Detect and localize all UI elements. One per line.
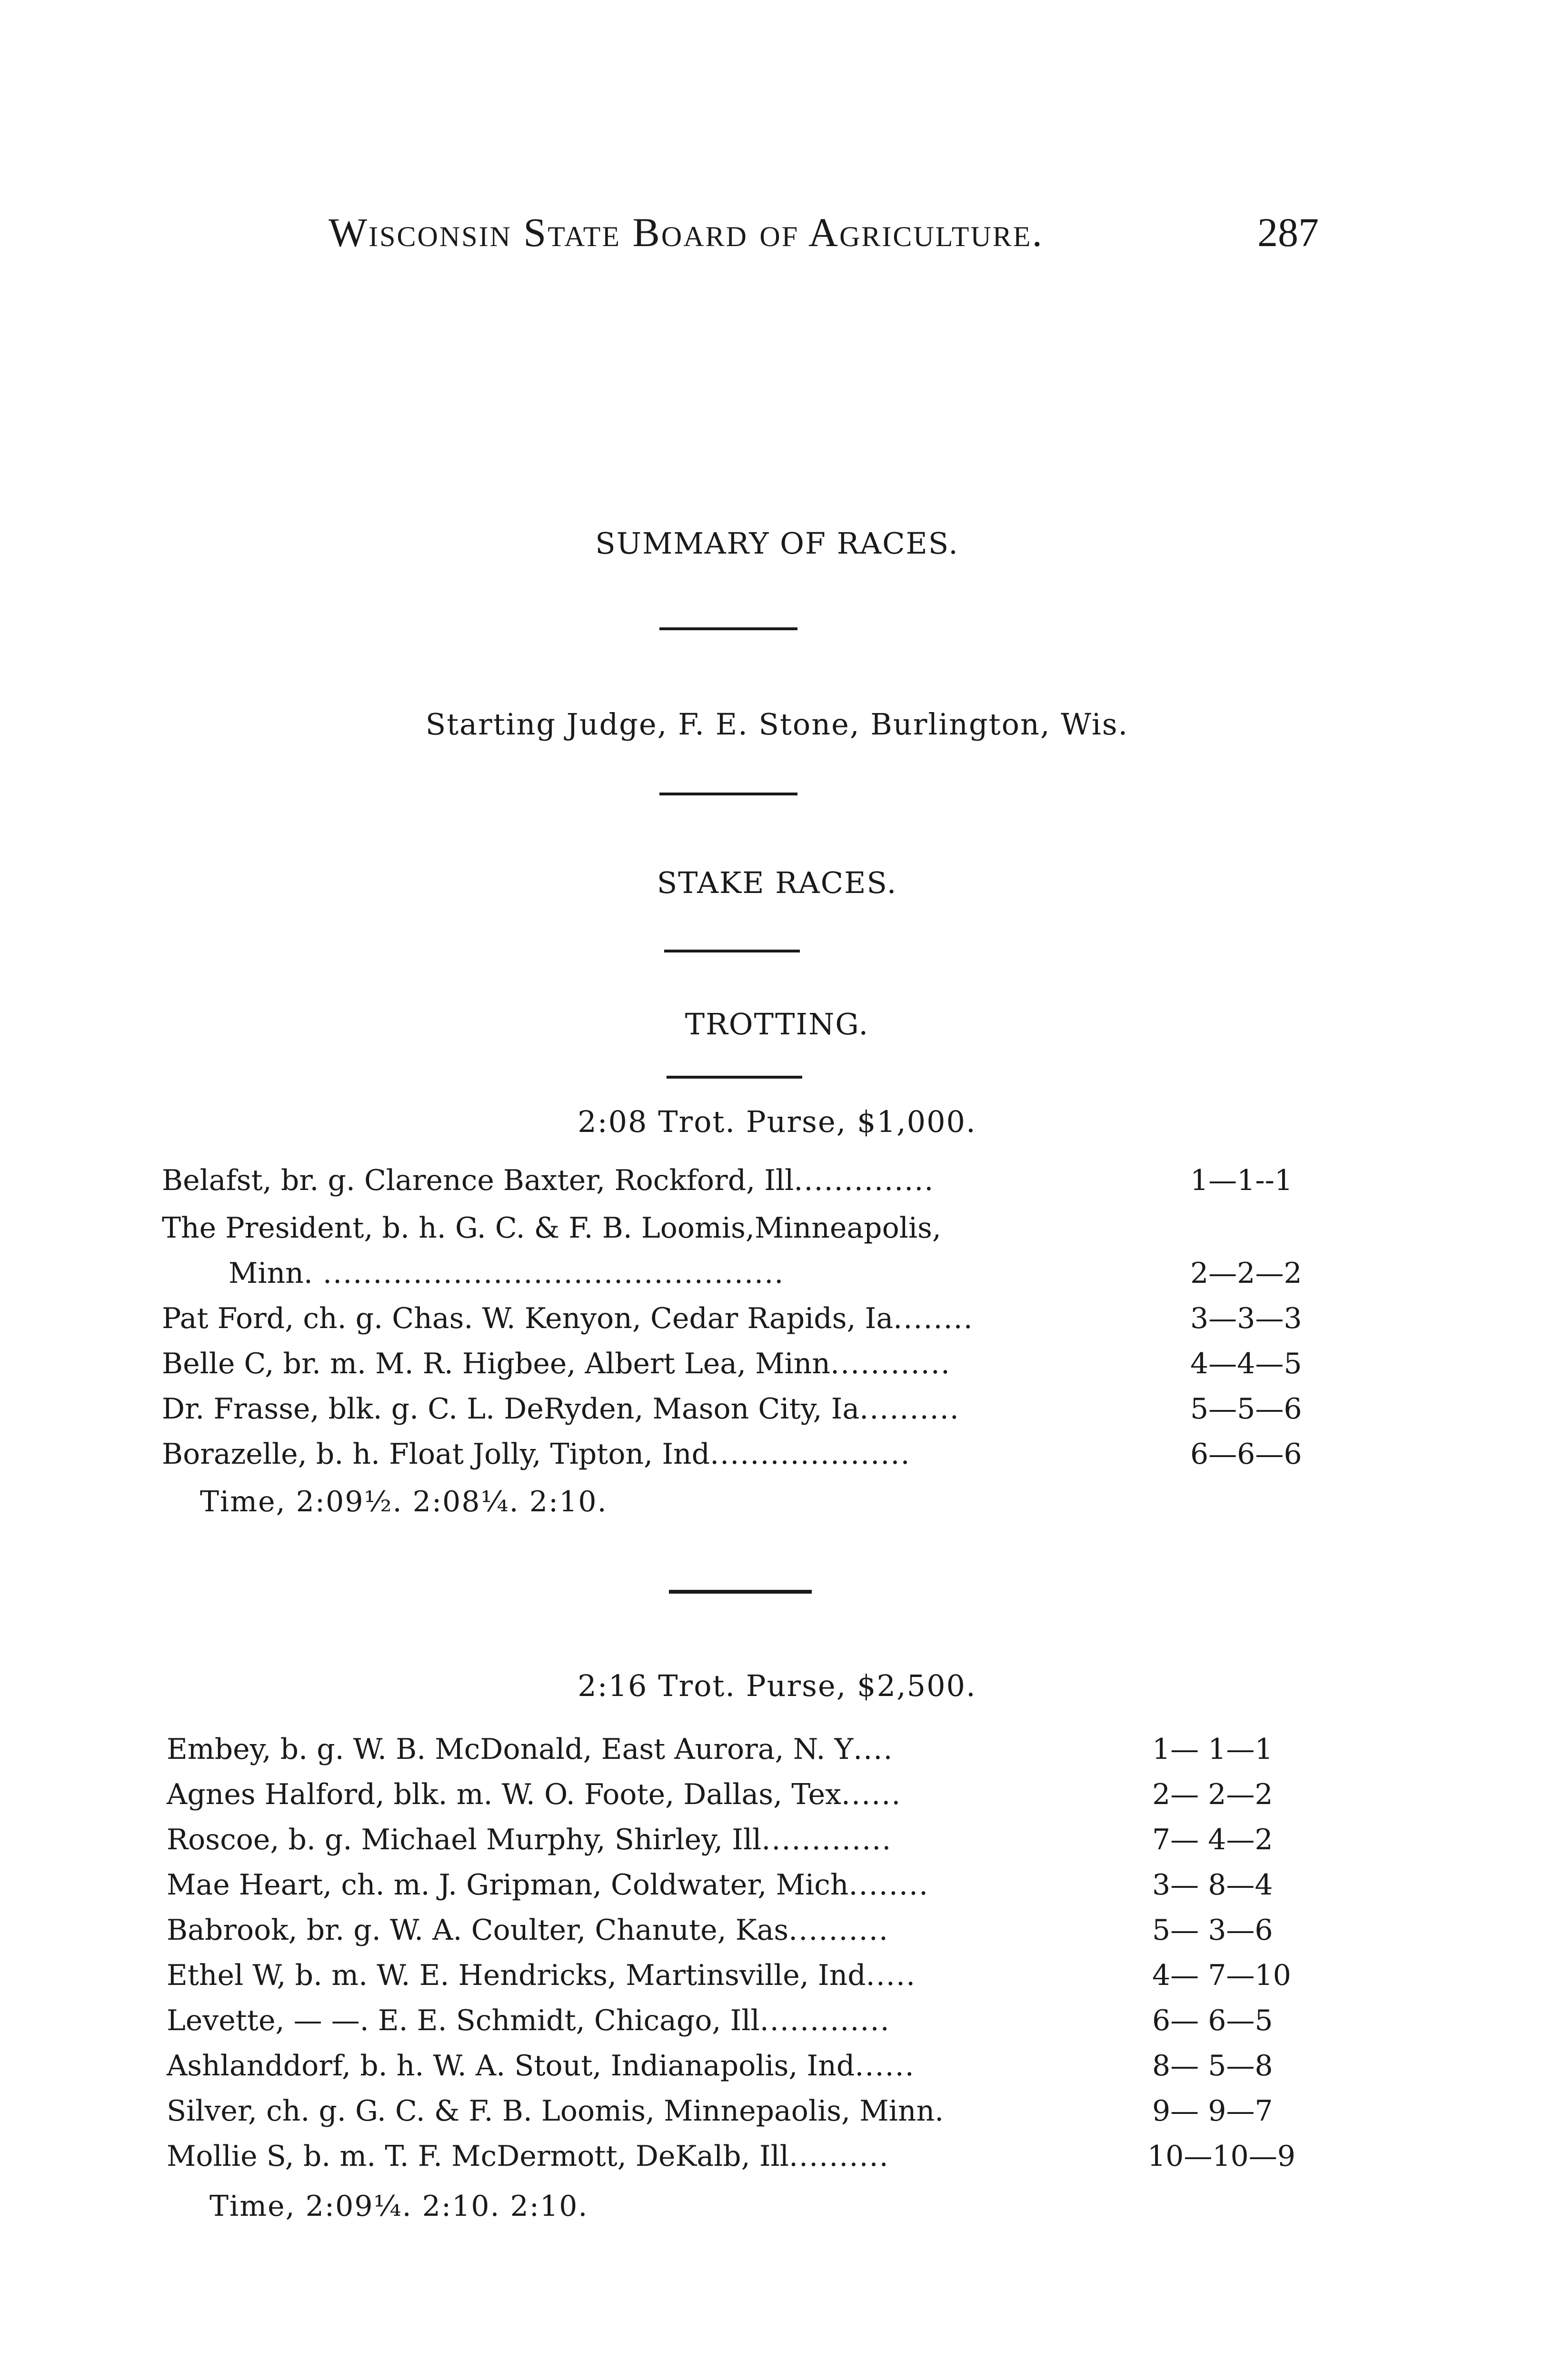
race-entry (162, 1257, 1314, 1295)
leader-dots: ............. (759, 2004, 890, 2037)
heat-results: 2— 2—2 (1152, 1778, 1273, 1811)
race-entry (167, 1959, 1319, 1997)
race-time: Time, 2:09¼. 2:10. 2:10. (209, 2190, 588, 2223)
leader-dots: ..... (866, 1959, 916, 1992)
race-time: Time, 2:09½. 2:08¼. 2:10. (200, 1485, 608, 1518)
heat-results: 7— 4—2 (1152, 1823, 1273, 1856)
divider-rule (669, 1590, 812, 1594)
heat-results: 4— 7—10 (1152, 1959, 1291, 1992)
entry-text: Belafst, br. g. Clarence Baxter, Rockford, Ill (162, 1164, 794, 1197)
race-title: 2:16 Trot. Purse, $2,500. (578, 1668, 976, 1703)
summary-title: SUMMARY OF RACES. (595, 526, 959, 561)
race-entry (167, 2094, 1319, 2132)
heat-results: 3—3—3 (1190, 1302, 1302, 1335)
leader-dots: ...... (841, 1778, 902, 1811)
heat-results: 10—10—9 (1147, 2140, 1295, 2173)
entry-text: Borazelle, b. h. Float Jolly, Tipton, Ind (162, 1438, 710, 1471)
divider-rule (659, 627, 797, 630)
page-header (329, 208, 1319, 256)
leader-dots: .......... (788, 1914, 889, 1947)
race-entry (162, 1347, 1314, 1385)
entry-text: Agnes Halford, blk. m. W. O. Foote, Dallas, Tex (167, 1778, 841, 1811)
race-entry (167, 1778, 1319, 1816)
entry-text: Dr. Frasse, blk. g. C. L. DeRyden, Mason City, Ia (162, 1392, 860, 1426)
divider-rule (659, 793, 797, 795)
entry-text: Levette, — —. E. E. Schmidt, Chicago, Ill (167, 2004, 760, 2037)
race-entry (162, 1302, 1314, 1340)
stake-races-title: STAKE RACES. (657, 865, 897, 900)
entry-text: Mae Heart, ch. m. J. Gripman, Coldwater, Mich (167, 1868, 849, 1902)
leader-dots: .... (853, 1733, 894, 1766)
entry-text: Pat Ford, ch. g. Chas. W. Kenyon, Cedar Rapids, Ia (162, 1302, 894, 1335)
entry-text: Silver, ch. g. G. C. & F. B. Loomis, Minnepaolis, Minn. (167, 2094, 944, 2128)
leader-dots: ............. (761, 1823, 892, 1856)
entry-text: Babrook, br. g. W. A. Coulter, Chanute, Kas (167, 1914, 789, 1947)
running-title: Wisconsin State Board of Agriculture. (329, 209, 1044, 255)
race-title: 2:08 Trot. Purse, $1,000. (578, 1104, 976, 1139)
entry-text: Minn. (229, 1257, 313, 1290)
heat-results: 1—1--1 (1190, 1164, 1293, 1197)
race-entry (167, 2140, 1319, 2178)
leader-dots: ........ (848, 1868, 929, 1902)
race-entry (162, 1392, 1314, 1430)
heat-results: 1— 1—1 (1152, 1733, 1273, 1766)
race-entry (167, 1868, 1319, 1906)
race-entry (162, 1164, 1314, 1202)
race-entry (167, 2049, 1319, 2087)
entry-text: Ashlanddorf, b. h. W. A. Stout, Indianapolis, Ind (167, 2049, 855, 2082)
leader-dots: .......... (859, 1392, 960, 1426)
heat-results: 6— 6—5 (1152, 2004, 1273, 2037)
heat-results: 8— 5—8 (1152, 2049, 1273, 2082)
heat-results: 2—2—2 (1190, 1257, 1302, 1290)
trotting-title: TROTTING. (685, 1007, 869, 1041)
heat-results: 3— 8—4 (1152, 1868, 1273, 1902)
leader-dots: .............................................. (312, 1257, 785, 1290)
heat-results: 9— 9—7 (1152, 2094, 1273, 2128)
race-entry (167, 1914, 1319, 1952)
heat-results: 5— 3—6 (1152, 1914, 1273, 1947)
entry-text: The President, b. h. G. C. & F. B. Loomis,Minneapolis, (162, 1211, 941, 1245)
heat-results: 4—4—5 (1190, 1347, 1302, 1380)
entry-text: Roscoe, b. g. Michael Murphy, Shirley, Ill (167, 1823, 762, 1856)
leader-dots: .......... (788, 2140, 889, 2173)
race-entry (162, 1211, 1314, 1250)
leader-dots: ...... (855, 2049, 915, 2082)
starting-judge: Starting Judge, F. E. Stone, Burlington, Wis. (425, 707, 1129, 742)
leader-dots: ........ (893, 1302, 974, 1335)
leader-dots: .............. (794, 1164, 935, 1197)
heat-results: 6—6—6 (1190, 1438, 1302, 1471)
race-entry (167, 1733, 1319, 1771)
leader-dots: .................... (710, 1438, 911, 1471)
divider-rule (667, 1076, 802, 1079)
divider-rule (664, 950, 800, 952)
entry-text: Ethel W, b. m. W. E. Hendricks, Martinsville, Ind (167, 1959, 866, 1992)
race-entry (162, 1438, 1314, 1476)
leader-dots: ............ (830, 1347, 951, 1380)
entry-text: Mollie S, b. m. T. F. McDermott, DeKalb, Ill (167, 2140, 789, 2173)
heat-results: 5—5—6 (1190, 1392, 1302, 1426)
entry-text: Embey, b. g. W. B. McDonald, East Aurora, N. Y (167, 1733, 854, 1766)
race-entry (167, 2004, 1319, 2042)
page-number: 287 (1257, 209, 1319, 255)
entry-text: Belle C, br. m. M. R. Higbee, Albert Lea, Minn (162, 1347, 831, 1380)
race-entry (167, 1823, 1319, 1861)
